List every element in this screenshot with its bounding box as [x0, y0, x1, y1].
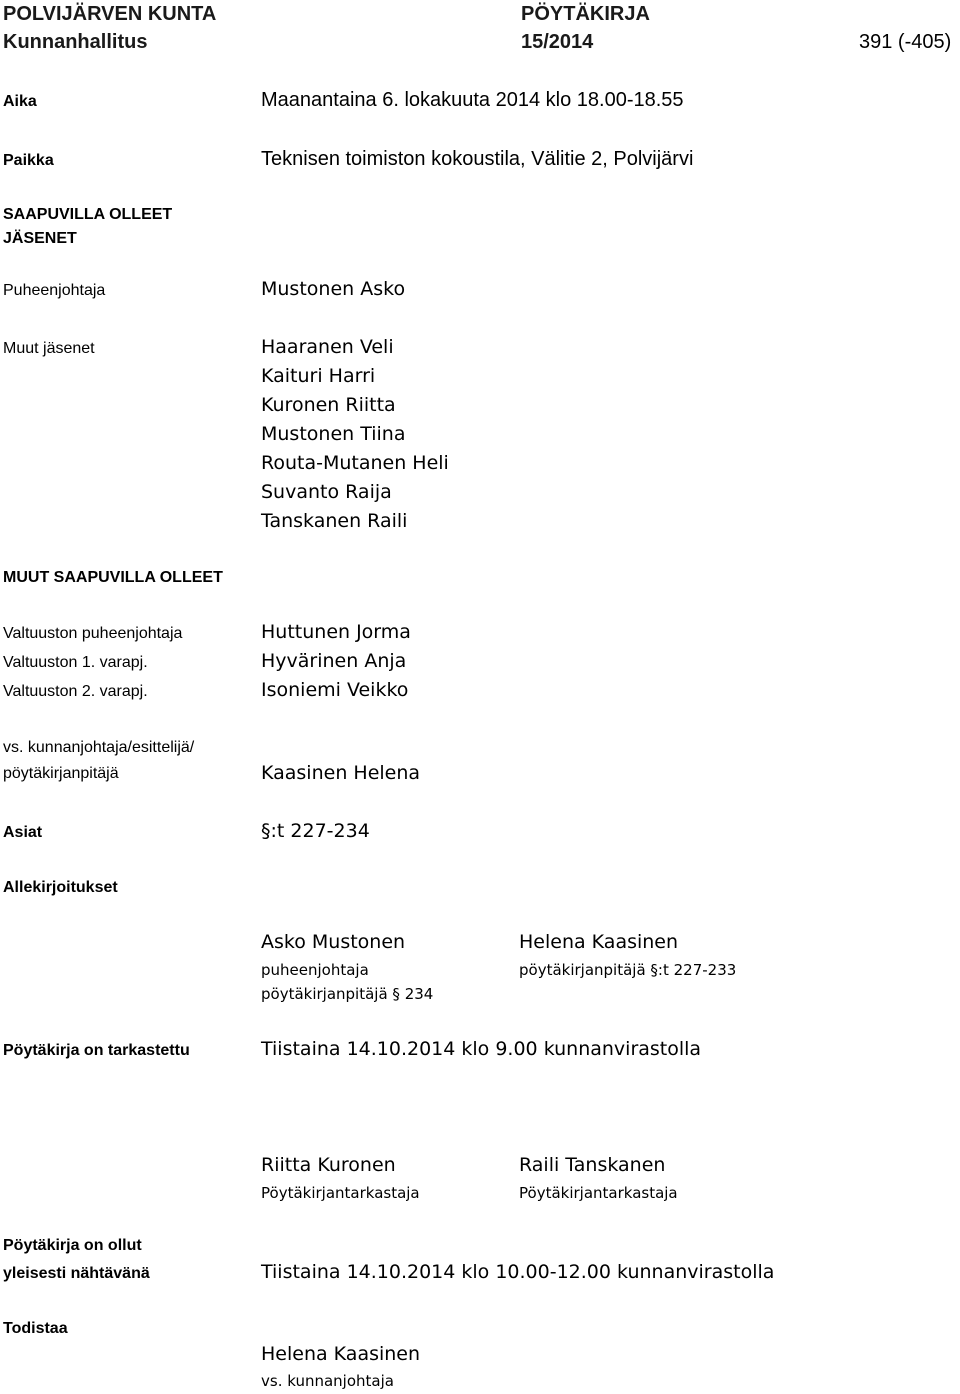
person-name: Isoniemi Veikko	[261, 679, 409, 701]
witness-role: vs. kunnanjohtaja	[261, 1372, 394, 1390]
checker-right-role: Pöytäkirjantarkastaja	[519, 1184, 678, 1202]
member-name: Suvanto Raija	[261, 481, 392, 503]
paikka-label: Paikka	[3, 152, 54, 169]
person-name: Hyvärinen Anja	[261, 650, 407, 672]
members-heading-line2: JÄSENET	[3, 230, 77, 247]
checker-right-name: Raili Tanskanen	[519, 1154, 666, 1176]
paikka-value: Teknisen toimiston kokoustila, Välitie 2, Polvijärvi	[261, 148, 694, 170]
secretary-label-line2: pöytäkirjanpitäjä	[3, 765, 119, 782]
asiat-value: §:t 227-234	[261, 820, 370, 842]
checked-value: Tiistaina 14.10.2014 klo 9.00 kunnanvirastolla	[261, 1038, 702, 1060]
secretary-label-line1: vs. kunnanjohtaja/esittelijä/	[3, 739, 195, 756]
member-name: Mustonen Tiina	[261, 423, 406, 445]
member-name: Kuronen Riitta	[261, 394, 396, 416]
other-present-roles	[3, 619, 182, 706]
page-range: 391 (-405)	[859, 31, 952, 53]
asiat-label: Asiat	[3, 824, 43, 841]
role-label: Valtuuston puheenjohtaja	[3, 625, 183, 642]
signer-left-role2: pöytäkirjanpitäjä § 234	[261, 985, 434, 1003]
role-label: Valtuuston 1. varapj.	[3, 654, 148, 671]
signer-right-name: Helena Kaasinen	[519, 931, 679, 953]
member-name: Tanskanen Raili	[261, 510, 408, 532]
other-present-heading: MUUT SAAPUVILLA OLLEET	[3, 569, 223, 586]
checked-label: Pöytäkirja on tarkastettu	[3, 1042, 190, 1059]
aika-value: Maanantaina 6. lokakuuta 2014 klo 18.00-18.55	[261, 89, 684, 111]
chair-label: Puheenjohtaja	[3, 282, 106, 299]
secretary-name: Kaasinen Helena	[261, 762, 421, 784]
other-present-names	[261, 618, 411, 705]
public-value: Tiistaina 14.10.2014 klo 10.00-12.00 kunnanvirastolla	[261, 1261, 775, 1283]
member-name: Kaituri Harri	[261, 365, 376, 387]
member-name: Haaranen Veli	[261, 336, 394, 358]
chair-name: Mustonen Asko	[261, 278, 406, 300]
role-label: Valtuuston 2. varapj.	[3, 683, 148, 700]
members-heading-line1: SAAPUVILLA OLLEET	[3, 206, 173, 223]
person-name: Huttunen Jorma	[261, 621, 411, 643]
checker-left-role: Pöytäkirjantarkastaja	[261, 1184, 420, 1202]
witness-name: Helena Kaasinen	[261, 1343, 421, 1365]
public-label-line1: Pöytäkirja on ollut	[3, 1237, 142, 1254]
witness-label: Todistaa	[3, 1320, 68, 1337]
signer-right-role: pöytäkirjanpitäjä §:t 227-233	[519, 961, 737, 979]
other-members-list	[261, 333, 449, 536]
other-members-label: Muut jäsenet	[3, 340, 95, 357]
doc-type: PÖYTÄKIRJA	[521, 3, 650, 25]
aika-label: Aika	[3, 93, 37, 110]
member-name: Routa-Mutanen Heli	[261, 452, 449, 474]
doc-number: 15/2014	[521, 31, 594, 53]
org-name: POLVIJÄRVEN KUNTA	[3, 3, 217, 25]
body-name: Kunnanhallitus	[3, 31, 148, 53]
checker-left-name: Riitta Kuronen	[261, 1154, 396, 1176]
signatures-label: Allekirjoitukset	[3, 879, 118, 896]
public-label-line2: yleisesti nähtävänä	[3, 1265, 150, 1282]
signer-left-name: Asko Mustonen	[261, 931, 406, 953]
signer-left-role: puheenjohtaja	[261, 961, 369, 979]
